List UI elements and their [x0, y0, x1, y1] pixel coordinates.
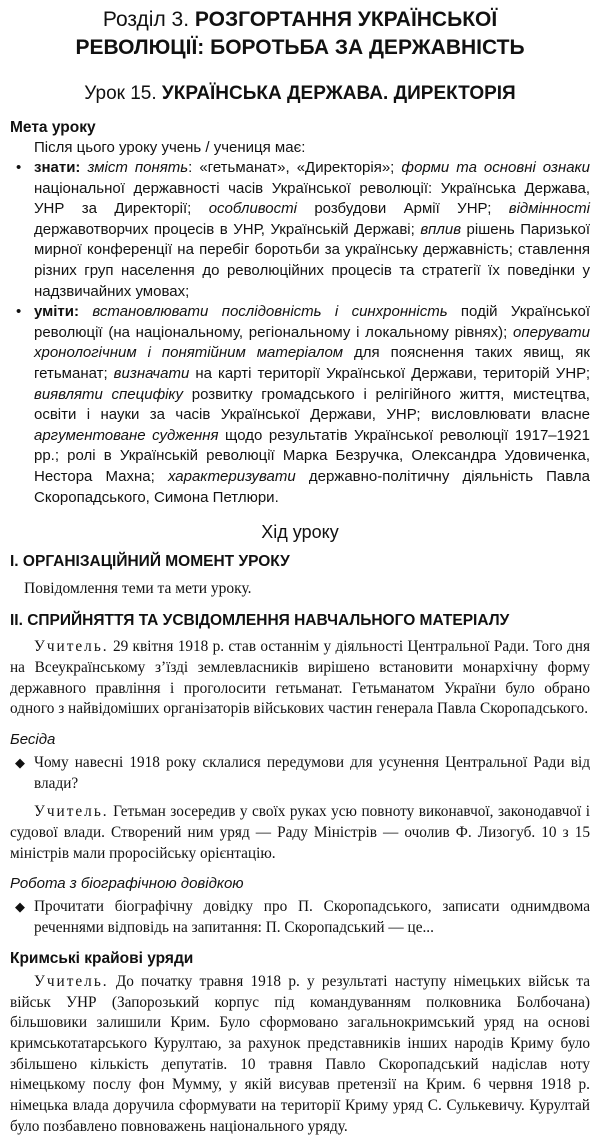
can-text: для пояснення таких явищ, як гетьманат; — [34, 344, 590, 382]
section-title-line2: РЕВОЛЮЦІЇ: БОРОТЬБА ЗА ДЕРЖАВНІСТЬ — [75, 36, 525, 59]
part1-text: Повідомлення теми та мети уроку. — [24, 580, 252, 598]
crimea-heading: Кримські крайові уряди — [10, 949, 194, 967]
paragraph-text: До початку травня 1918 р. у результаті наступу німецьких військ та військ УНР (Запорозький корпус під командуванням полковника Болбочана) більшовики залишили Крим. Було сформовано загальнокримський уряд на основі кримськотатарського Курултаю, за рахунок представників інших народів Криму було збільшено кількість депутатів. 10 травня Павло Скоропадський надіслав ноту німецькому послу фон Мумму, у якій висував претензії на Крим. 6 червня 1918 р. німецька влада доручила сформувати на території Криму уряд С. Сулькевичу. Курултай було позбавлено повноважень національного уряду. — [10, 972, 590, 1135]
can-label: уміти: — [34, 303, 79, 321]
know-text: відмінності — [508, 200, 590, 218]
can-text: щодо результатів Української революції 1917–1921 рр.; ролі в Українській революції Марка Безручка, Олександра Удовиченка, Нестора Махна; — [34, 426, 590, 485]
know-text: : «гетьманат», «Директорія»; — [188, 159, 402, 176]
know-text: розбудови Армії УНР; — [296, 200, 509, 218]
teacher-label: Учитель. — [34, 638, 109, 656]
can-text: на карті території Української Держави, територій УНР; — [189, 364, 591, 382]
can-text: визначати — [113, 364, 190, 382]
know-text: рішень Паризької мирної конференції на перебіг боротьби за українську державність; ставлення різних груп населення до революційних процесів та стратегії їх поведінки у надзвичайних умовах; — [34, 220, 590, 300]
can-text: виявляти специфіку — [34, 385, 184, 403]
task-item — [10, 897, 590, 938]
goal-heading: Мета уроку — [10, 119, 96, 136]
can-text: аргументоване судження — [34, 426, 219, 444]
know-text: національної державності часів Української революції: Українська Держава, УНР за Директорії; — [34, 179, 590, 218]
conversation-heading: Бесіда — [10, 730, 56, 748]
can-text: розвитку громадського і релігійного життя, мистецтва, освіти і науки за часів Української Держави, УНР; висловлювати власне — [34, 385, 590, 424]
can-text: подій Української революції (на національному, регіональному і локальному рівнях); — [34, 303, 590, 341]
diamond-bullet-icon: ◆ — [15, 899, 25, 915]
teacher-paragraph-3 — [10, 972, 590, 1137]
goal-intro: Після цього уроку учень / учениця має: — [34, 139, 306, 156]
can-text: характеризувати — [167, 467, 296, 485]
textbook-page — [10, 6, 590, 1137]
bullet-icon: • — [16, 159, 22, 176]
can-text: встановлювати послідовність і синхронність — [92, 303, 448, 321]
lesson-goal — [10, 118, 590, 508]
teacher-paragraph-1 — [10, 637, 590, 720]
can-text: оперувати хронологічним і понятійним матеріалом — [34, 323, 590, 362]
section-title — [10, 6, 590, 62]
teacher-label: Учитель. — [34, 972, 109, 990]
goal-know-item — [10, 158, 590, 302]
goal-list — [10, 158, 590, 508]
bio-heading: Робота з біографічною довідкою — [10, 875, 244, 893]
know-text: зміст понять — [87, 159, 189, 176]
course-title: Хід уроку — [261, 522, 339, 543]
part2-heading: ІІ. СПРИЙНЯТТЯ ТА УСВІДОМЛЕННЯ НАВЧАЛЬНОГО МАТЕРІАЛУ — [10, 612, 510, 630]
question-text: Чому навесні 1918 року склалися передумови для усунення Центральної Ради від влади? — [34, 753, 590, 792]
lesson-name: УКРАЇНСЬКА ДЕРЖАВА. ДИРЕКТОРІЯ — [161, 83, 516, 104]
know-text: форми та основні ознаки — [401, 159, 590, 176]
lesson-title — [10, 82, 590, 106]
know-text: особливості — [208, 200, 297, 218]
question-item — [10, 753, 590, 794]
section-prefix: Розділ 3. — [102, 8, 195, 31]
diamond-bullet-icon: ◆ — [15, 754, 25, 770]
lesson-prefix: Урок 15. — [84, 83, 162, 104]
paragraph-text: 29 квітня 1918 р. став останнім у діяльності Центральної Ради. Того дня на Всеукраїнському з’їзді землевласників вирішено встановити монархічну форму державного правління і проголосити гетьманат. Гетьманатом України було обрано одного з найвідоміших організаторів військових частин генерала Павла Скоропадського. — [10, 638, 590, 718]
know-label: знати: — [34, 159, 81, 176]
part1-heading: І. ОРГАНІЗАЦІЙНИЙ МОМЕНТ УРОКУ — [10, 553, 290, 571]
goal-can-item — [10, 302, 590, 508]
can-text: державно-політичну діяльність Павла Скоропадського, Симона Петлюри. — [34, 467, 590, 506]
teacher-label: Учитель. — [34, 803, 109, 821]
paragraph-text: Гетьман зосередив у своїх руках усю повноту виконавчої, законодавчої і судової влади. Створений ним уряд — Раду Міністрів — очолив Ф. Лизогуб. 10 з 15 міністрів мали проросійську орієнтацію. — [10, 803, 590, 862]
know-text: вплив — [420, 220, 462, 238]
bullet-icon: • — [16, 303, 22, 321]
task-text: Прочитати біографічну довідку про П. Скоропадського, записати однимдвома реченнями відповідь на запитання: П. Скоропадський — це... — [34, 898, 590, 937]
section-title-line1: РОЗГОРТАННЯ УКРАЇНСЬКОЇ — [194, 8, 498, 31]
know-text: державотворчих процесів в УНР, Українській Державі; — [34, 220, 421, 238]
teacher-paragraph-2 — [10, 802, 590, 864]
